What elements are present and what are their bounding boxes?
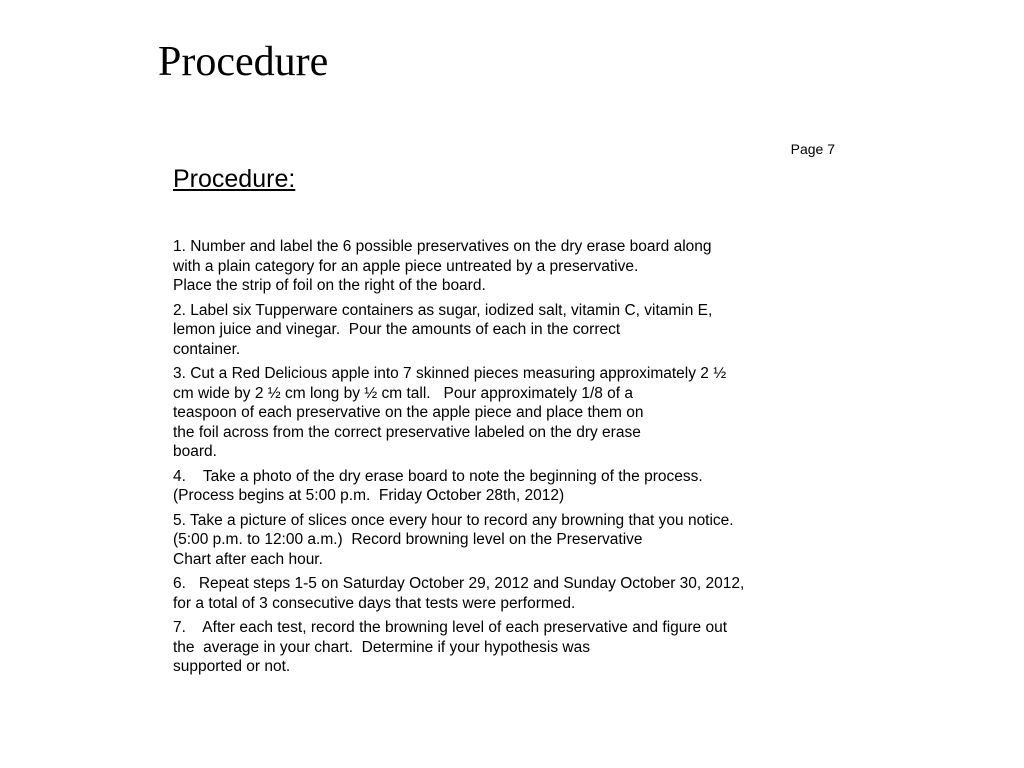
step-text-line: board. xyxy=(173,443,217,460)
step-text-line: 5. Take a picture of slices once every hour to record any browning that you notice. xyxy=(173,511,734,529)
step-text-line: container. xyxy=(173,340,241,358)
procedure-heading: Procedure: xyxy=(173,165,296,193)
procedure-step-5 xyxy=(173,511,843,570)
step-text-line: the foil across from the correct preservative labeled on the dry erase xyxy=(173,423,641,441)
step-text-line: Place the strip of foil on the right of the board. xyxy=(173,277,486,294)
procedure-step-1 xyxy=(173,237,843,296)
procedure-step-2 xyxy=(173,301,843,360)
step-text-line: teaspoon of each preservative on the apple piece and place them on xyxy=(173,404,644,421)
step-text-line: (Process begins at 5:00 p.m. Friday October 28th, 2012) xyxy=(173,487,565,504)
step-text-line: 2. Label six Tupperware containers as sugar, iodized salt, vitamin C, vitamin E, xyxy=(173,301,713,319)
step-text-line: 7. After each test, record the browning level of each preservative and figure out xyxy=(173,619,728,636)
step-text-line: 4. Take a photo of the dry erase board to note the beginning of the process. xyxy=(173,467,703,485)
procedure-step-7 xyxy=(173,618,843,677)
step-text-line: supported or not. xyxy=(173,658,291,675)
step-text-line: for a total of 3 consecutive days that tests were performed. xyxy=(173,594,576,612)
step-text-line: 1. Number and label the 6 possible preservatives on the dry erase board along xyxy=(173,238,712,255)
procedure-steps-list xyxy=(173,237,843,682)
page-number: Page 7 xyxy=(790,141,835,157)
step-text-line: Chart after each hour. xyxy=(173,550,323,568)
step-text-line: with a plain category for an apple piece untreated by a preservative. xyxy=(173,257,639,275)
step-text-line: cm wide by 2 ½ cm long by ½ cm tall. Pour approximately 1/8 of a xyxy=(173,384,634,402)
step-text-line: the average in your chart. Determine if your hypothesis was xyxy=(173,638,590,656)
procedure-step-3 xyxy=(173,364,843,462)
procedure-step-6 xyxy=(173,574,843,613)
procedure-step-4 xyxy=(173,467,843,506)
step-text-line: (5:00 p.m. to 12:00 a.m.) Record browning level on the Preservative xyxy=(173,531,643,548)
step-text-line: lemon juice and vinegar. Pour the amounts of each in the correct xyxy=(173,321,621,338)
slide-title: Procedure xyxy=(158,39,329,85)
step-text-line: 3. Cut a Red Delicious apple into 7 skinned pieces measuring approximately 2 ½ xyxy=(173,365,727,382)
step-text-line: 6. Repeat steps 1-5 on Saturday October 29, 2012 and Sunday October 30, 2012, xyxy=(173,575,745,592)
